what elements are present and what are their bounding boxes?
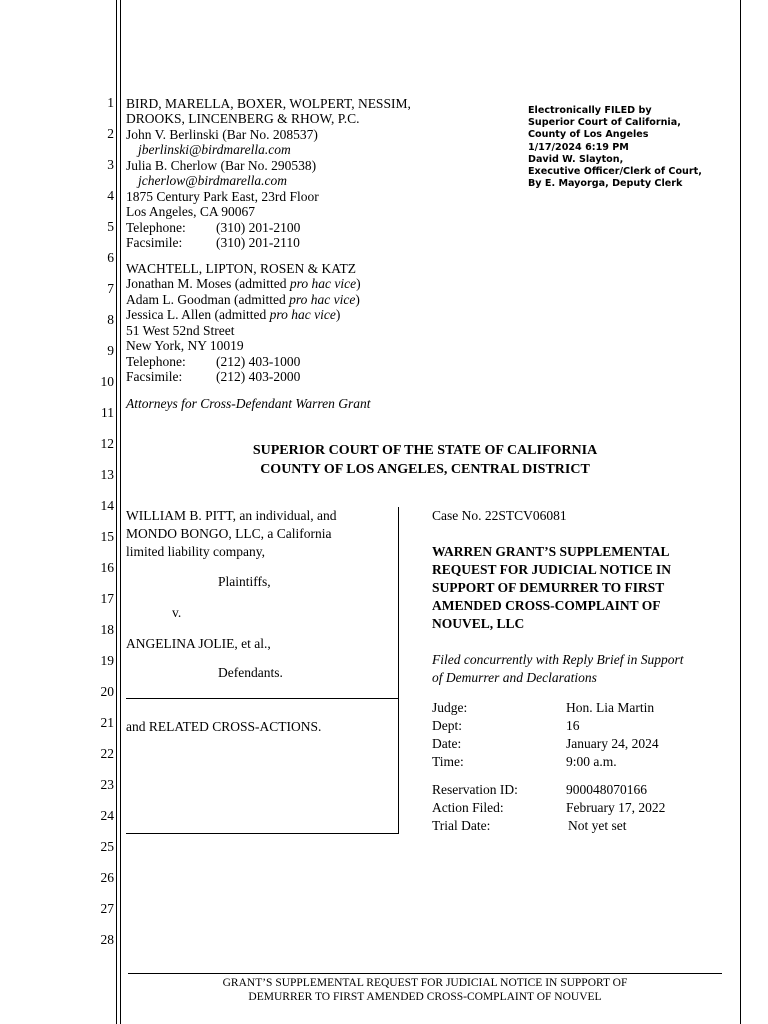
- left-margin-rule-inner: [120, 0, 121, 1024]
- line-number: 14: [100, 498, 114, 513]
- detail-value: 9:00 a.m.: [566, 754, 617, 769]
- detail-value: Hon. Lia Martin: [566, 700, 655, 715]
- electronic-filing-stamp: [528, 105, 702, 190]
- firm-name-line1: BIRD, MARELLA, BOXER, WOLPERT, NESSIM,: [126, 96, 411, 111]
- line-number: 22: [100, 746, 114, 761]
- detail-value: February 17, 2022: [566, 800, 666, 815]
- line-number: 16: [100, 560, 114, 575]
- telephone-label: Telephone:: [126, 354, 186, 369]
- footer-rule: [128, 973, 722, 974]
- attorney-email: jcherlow@birdmarella.com: [138, 173, 288, 188]
- line-number: 4: [107, 188, 114, 203]
- plaintiffs-label: Plaintiffs,: [218, 574, 271, 589]
- detail-label: Judge:: [432, 700, 468, 715]
- detail-label: Reservation ID:: [432, 782, 518, 797]
- line-number: 15: [100, 529, 114, 544]
- detail-label: Action Filed:: [432, 800, 504, 815]
- line-number: 9: [107, 343, 114, 358]
- attorney-name: Jonathan M. Moses (admitted pro hac vice): [126, 276, 361, 291]
- title-line: NOUVEL, LLC: [432, 616, 525, 631]
- line-number: 24: [100, 808, 114, 823]
- attorney-name: Julia B. Cherlow (Bar No. 290538): [126, 158, 317, 173]
- attorney-name: Jessica L. Allen (admitted pro hac vice): [126, 307, 341, 322]
- detail-value: 16: [566, 718, 580, 733]
- attorney-email: jberlinski@birdmarella.com: [138, 142, 291, 157]
- facsimile-label: Facsimile:: [126, 369, 183, 384]
- line-number: 6: [107, 250, 114, 265]
- attorney-name: John V. Berlinski (Bar No. 208537): [126, 127, 318, 142]
- filed-concurrently-note: Filed concurrently with Reply Brief in Support of Demurrer and Declarations: [432, 652, 684, 685]
- line-number: 25: [100, 839, 114, 854]
- line-number: 1: [107, 95, 114, 110]
- detail-value: January 24, 2024: [566, 736, 659, 751]
- case-number: Case No. 22STCV06081: [432, 508, 567, 523]
- line-number: 17: [100, 591, 114, 606]
- left-margin-rule-outer: [116, 0, 117, 1024]
- line-number: 27: [100, 901, 114, 916]
- right-margin-rule: [740, 0, 741, 1024]
- versus: v.: [172, 605, 182, 620]
- line-number: 8: [107, 312, 114, 327]
- line-number: 13: [100, 467, 114, 482]
- facsimile-number: (212) 403-2000: [216, 369, 301, 384]
- stamp-line: David W. Slayton,: [528, 153, 624, 165]
- plaintiff-description: limited liability company,: [126, 544, 265, 559]
- caption-rule-bottom: [126, 833, 398, 834]
- detail-label: Date:: [432, 736, 462, 751]
- document-title: [432, 543, 671, 633]
- line-number: 3: [107, 157, 114, 172]
- caption-divider: [398, 507, 399, 834]
- telephone-label: Telephone:: [126, 220, 186, 235]
- line-number: 20: [100, 684, 114, 699]
- line-number: 7: [107, 281, 114, 296]
- plaintiff-name: WILLIAM B. PITT, an individual, and: [126, 508, 337, 523]
- title-line: REQUEST FOR JUDICIAL NOTICE IN: [432, 562, 672, 577]
- title-line: AMENDED CROSS-COMPLAINT OF: [432, 598, 661, 613]
- line-number: 11: [101, 405, 114, 420]
- defendants-label: Defendants.: [218, 665, 283, 680]
- telephone-number: (212) 403-1000: [216, 354, 301, 369]
- line-number: 21: [100, 715, 114, 730]
- firm-name-line2: DROOKS, LINCENBERG & RHOW, P.C.: [126, 111, 360, 126]
- line-number: 19: [100, 653, 114, 668]
- stamp-line: Superior Court of California,: [528, 117, 681, 129]
- line-number: 23: [100, 777, 114, 792]
- detail-label: Trial Date:: [432, 818, 491, 833]
- line-number: 28: [100, 932, 114, 947]
- footer-title-line2: DEMURRER TO FIRST AMENDED CROSS-COMPLAINT OF NOUVEL: [248, 991, 602, 1003]
- detail-label: Time:: [432, 754, 464, 769]
- line-number: 12: [100, 436, 114, 451]
- stamp-line: 1/17/2024 6:19 PM: [528, 141, 629, 153]
- line-number: 2: [107, 126, 114, 141]
- facsimile-label: Facsimile:: [126, 235, 183, 250]
- stamp-line: County of Los Angeles: [528, 129, 649, 141]
- footer-title-line1: GRANT’S SUPPLEMENTAL REQUEST FOR JUDICIAL NOTICE IN SUPPORT OF: [222, 977, 628, 989]
- plaintiff-name: MONDO BONGO, LLC, a California: [126, 526, 332, 541]
- caption-rule: [126, 698, 398, 699]
- title-line: WARREN GRANT’S SUPPLEMENTAL: [432, 544, 670, 559]
- title-line: SUPPORT OF DEMURRER TO FIRST: [432, 580, 665, 595]
- related-actions: and RELATED CROSS-ACTIONS.: [126, 719, 322, 734]
- line-number: 5: [107, 219, 114, 234]
- address-line: New York, NY 10019: [126, 338, 244, 353]
- detail-value: 900048070166: [566, 782, 647, 797]
- line-number: 10: [100, 374, 114, 389]
- defendant-name: ANGELINA JOLIE, et al.,: [126, 636, 271, 651]
- attorneys-for-line: Attorneys for Cross-Defendant Warren Grant: [126, 396, 371, 411]
- stamp-line: Electronically FILED by: [528, 105, 652, 116]
- court-district: COUNTY OF LOS ANGELES, CENTRAL DISTRICT: [260, 462, 590, 477]
- firm-name: WACHTELL, LIPTON, ROSEN & KATZ: [126, 261, 356, 276]
- address-line: 1875 Century Park East, 23rd Floor: [126, 189, 319, 204]
- line-number: 26: [100, 870, 114, 885]
- court-name: SUPERIOR COURT OF THE STATE OF CALIFORNIA: [252, 443, 598, 458]
- address-line: 51 West 52nd Street: [126, 323, 235, 338]
- telephone-number: (310) 201-2100: [216, 220, 301, 235]
- detail-label: Dept:: [432, 718, 462, 733]
- address-line: Los Angeles, CA 90067: [126, 204, 256, 219]
- attorney-name: Adam L. Goodman (admitted pro hac vice): [126, 292, 360, 307]
- line-number: 18: [100, 622, 114, 637]
- detail-value: Not yet set: [568, 818, 627, 833]
- stamp-line: Executive Officer/Clerk of Court,: [528, 166, 702, 178]
- facsimile-number: (310) 201-2110: [216, 235, 300, 250]
- stamp-line: By E. Mayorga, Deputy Clerk: [528, 178, 683, 190]
